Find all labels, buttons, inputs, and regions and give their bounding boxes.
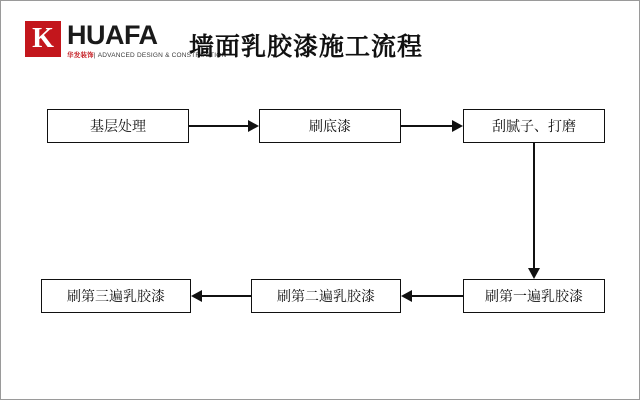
- flow-arrow-left-icon: [401, 279, 463, 313]
- arrow-shaft: [411, 295, 463, 297]
- flow-arrow-left-icon: [191, 279, 251, 313]
- arrow-shaft: [533, 143, 535, 269]
- arrow-head: [401, 290, 412, 302]
- arrow-head: [248, 120, 259, 132]
- flow-node-third-coat: 刷第三遍乳胶漆: [41, 279, 191, 313]
- page-title: 墙面乳胶漆施工流程: [189, 33, 424, 61]
- flow-arrow-right-icon: [401, 109, 463, 143]
- flow-node-base-treatment: 基层处理: [47, 109, 189, 143]
- logo-tagline-cn: 华发装饰: [67, 52, 94, 59]
- flow-node-second-coat: 刷第二遍乳胶漆: [251, 279, 401, 313]
- logo-mark-icon: K: [25, 21, 61, 57]
- arrow-shaft: [189, 125, 249, 127]
- logo-brand-name: HUAFA: [67, 20, 158, 50]
- logo-tagline-en: | ADVANCED DESIGN & CONSTRUCTION: [93, 52, 227, 59]
- flow-arrow-right-icon: [189, 109, 259, 143]
- flow-arrow-down-icon: [519, 143, 549, 279]
- arrow-shaft: [201, 295, 251, 297]
- arrow-head: [528, 268, 540, 279]
- arrow-head: [191, 290, 202, 302]
- flow-node-first-coat: 刷第一遍乳胶漆: [463, 279, 605, 313]
- flow-node-primer: 刷底漆: [259, 109, 401, 143]
- flow-node-putty-sanding: 刮腻子、打磨: [463, 109, 605, 143]
- arrow-head: [452, 120, 463, 132]
- arrow-shaft: [401, 125, 453, 127]
